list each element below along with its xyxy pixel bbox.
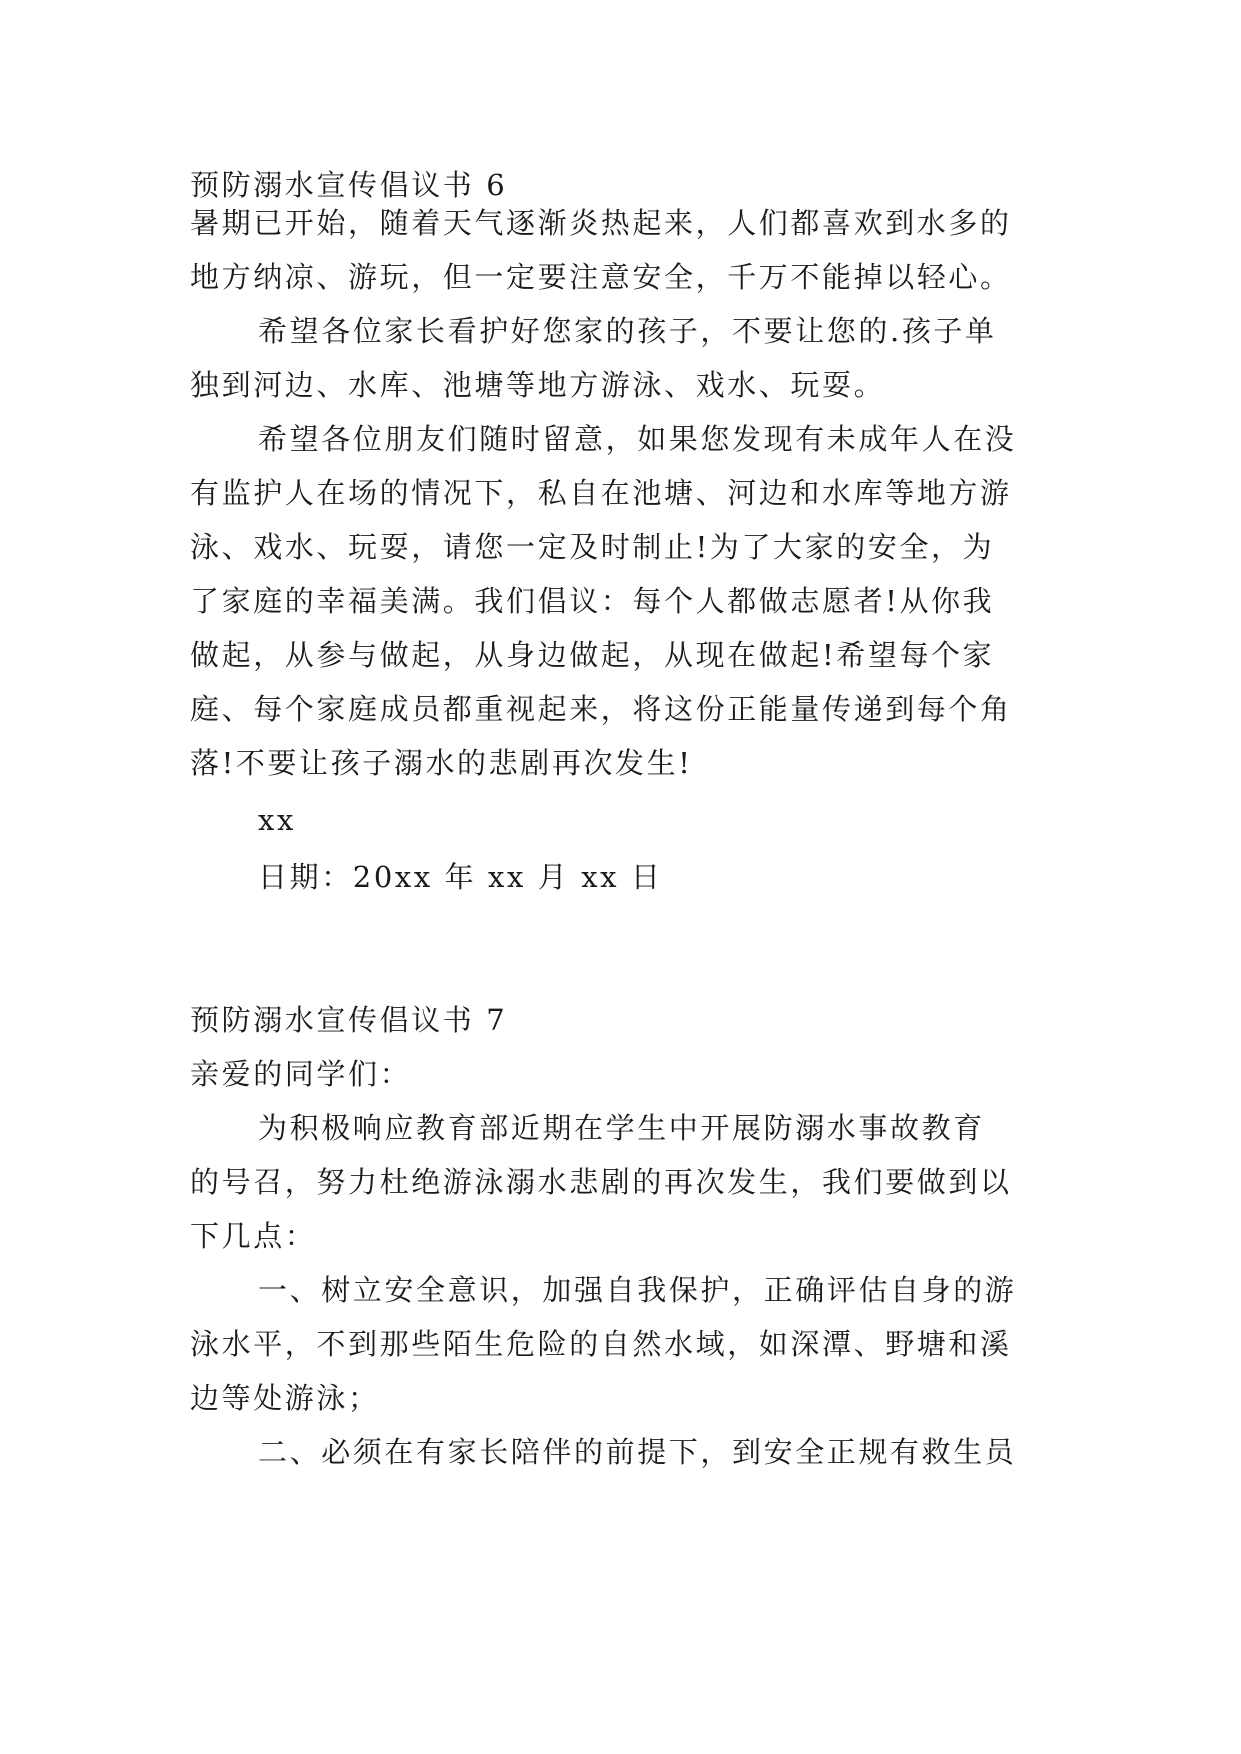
paragraph-line: 独到河边、水库、池塘等地方游泳、戏水、玩耍。 [190,368,886,402]
paragraph-line: 暑期已开始，随着天气逐渐炎热起来，人们都喜欢到水多的 [190,206,1012,240]
paragraph-line: 有监护人在场的情况下，私自在池塘、河边和水库等地方游 [190,476,1012,510]
paragraph-line: 一、树立安全意识，加强自我保护，正确评估自身的游 [258,1273,1017,1307]
paragraph-line: 落!不要让孩子溺水的悲剧再次发生! [190,746,693,780]
paragraph-line: 地方纳凉、游玩，但一定要注意安全，千万不能掉以轻心。 [190,260,1012,294]
paragraph-line: 做起，从参与做起，从身边做起，从现在做起!希望每个家 [190,638,995,672]
paragraph-line: 为积极响应教育部近期在学生中开展防溺水事故教育 [258,1111,985,1145]
paragraph-line: 泳、戏水、玩耍，请您一定及时制止!为了大家的安全，为 [190,530,995,564]
paragraph-line: 下几点： [190,1219,317,1253]
date-line: 日期：20xx 年 xx 月 xx 日 [258,860,663,894]
signature: xx [258,803,296,837]
section-6-title: 预防溺水宣传倡议书 6 [190,168,508,202]
paragraph-line: 边等处游泳； [190,1381,380,1415]
paragraph-line: 的号召，努力杜绝游泳溺水悲剧的再次发生，我们要做到以 [190,1165,1012,1199]
paragraph-line: 泳水平，不到那些陌生危险的自然水域，如深潭、野塘和溪 [190,1327,1012,1361]
paragraph-line: 希望各位朋友们随时留意，如果您发现有未成年人在没 [258,422,1017,456]
paragraph-line: 庭、每个家庭成员都重视起来，将这份正能量传递到每个角 [190,692,1012,726]
section-7-title: 预防溺水宣传倡议书 7 [190,1003,508,1037]
salutation: 亲爱的同学们： [190,1057,412,1091]
paragraph-line: 希望各位家长看护好您家的孩子，不要让您的.孩子单 [258,314,997,348]
paragraph-line: 二、必须在有家长陪伴的前提下，到安全正规有救生员 [258,1435,1017,1469]
paragraph-line: 了家庭的幸福美满。我们倡议：每个人都做志愿者!从你我 [190,584,995,618]
